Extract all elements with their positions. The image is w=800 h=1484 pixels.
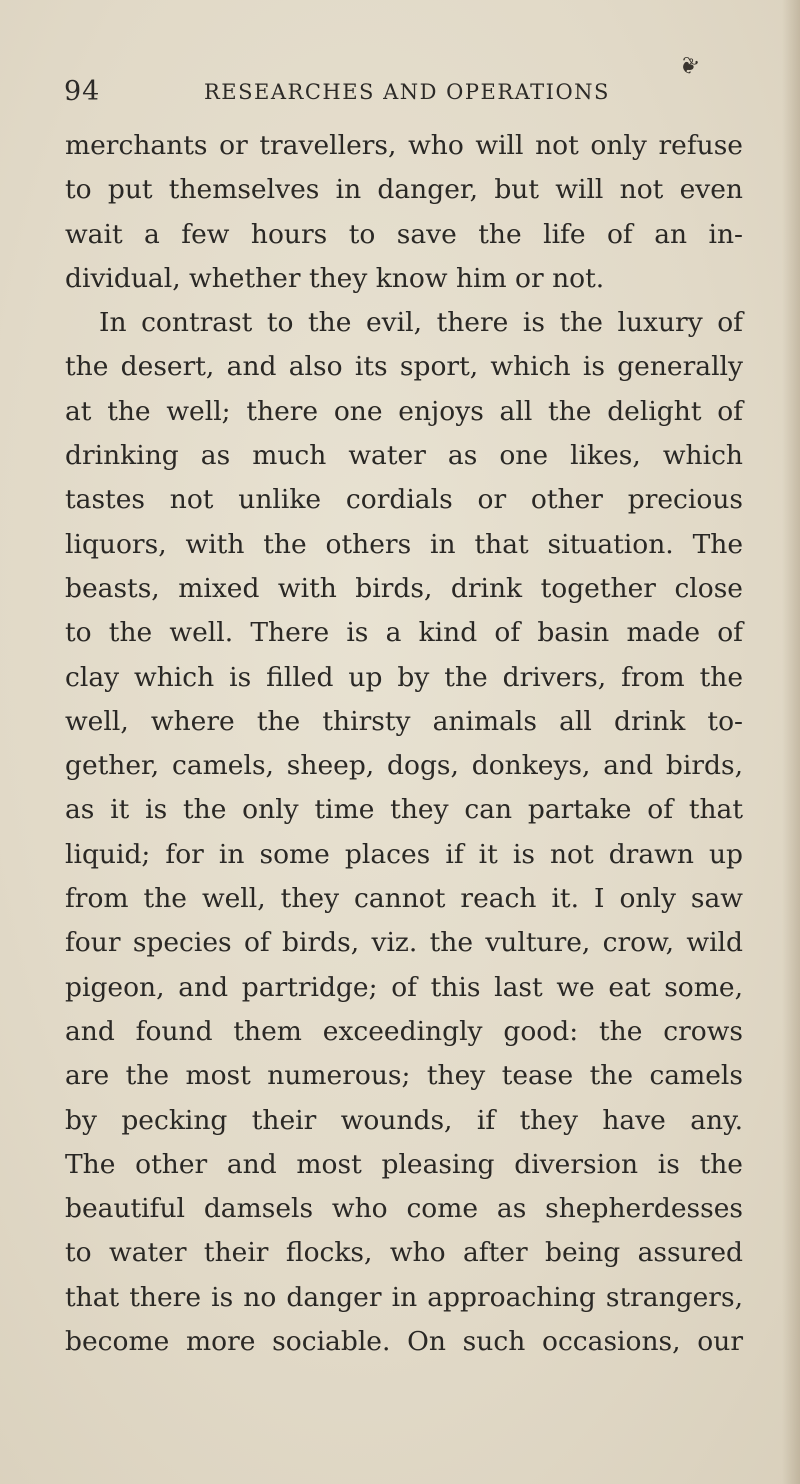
body-text [65, 124, 743, 1364]
text-line: become more sociable. On such occasions, our [65, 1326, 743, 1358]
ink-mark-icon: ❦ [675, 50, 703, 82]
text-line: merchants or travellers, who will not only refuse [65, 130, 743, 161]
text-line: The other and most pleasing diversion is the [65, 1148, 743, 1180]
text-line: dividual, whether they know him or not. [65, 262, 605, 294]
text-line: that there is no danger in approaching strangers, [65, 1281, 743, 1313]
text-line: by pecking their wounds, if they have any. [65, 1104, 743, 1136]
page-edge-shadow [782, 0, 800, 1484]
text-line: well, where the thirsty animals all drink to- [65, 705, 743, 737]
text-line: liquors, with the others in that situation. The [65, 528, 743, 560]
page-number: 94 [64, 76, 101, 107]
text-line: the desert, and also its sport, which is generally [65, 351, 743, 383]
text-line: at the well; there one enjoys all the delight of [65, 395, 743, 427]
text-line: In contrast to the evil, there is the luxury of [99, 307, 743, 339]
text-line: clay which is filled up by the drivers, from the [65, 661, 743, 693]
text-line: and found them exceedingly good: the crows [65, 1015, 743, 1047]
text-line: tastes not unlike cordials or other precious [65, 484, 743, 516]
text-line: to water their flocks, who after being assured [65, 1237, 743, 1269]
text-line: pigeon, and partridge; of this last we eat some, [65, 971, 743, 1003]
text-line: as it is the only time they can partake of that [65, 794, 743, 826]
text-line: four species of birds, viz. the vulture, crow, wild [65, 927, 743, 959]
running-head-title: RESEARCHES AND OPERATIONS [204, 80, 610, 104]
text-line: beasts, mixed with birds, drink together close [65, 572, 743, 604]
text-line: to the well. There is a kind of basin made of [65, 617, 743, 649]
running-head [64, 72, 744, 112]
text-line: are the most numerous; they tease the camels [65, 1060, 743, 1092]
text-line: beautiful damsels who come as shepherdesses [65, 1193, 743, 1225]
text-line: gether, camels, sheep, dogs, donkeys, and birds, [65, 750, 743, 782]
text-line: from the well, they cannot reach it. I only saw [65, 883, 743, 915]
text-line: liquid; for in some places if it is not drawn up [65, 838, 743, 870]
text-line: drinking as much water as one likes, which [65, 440, 743, 472]
text-line: to put themselves in danger, but will not even [65, 174, 743, 206]
text-line: wait a few hours to save the life of an in- [65, 218, 743, 250]
